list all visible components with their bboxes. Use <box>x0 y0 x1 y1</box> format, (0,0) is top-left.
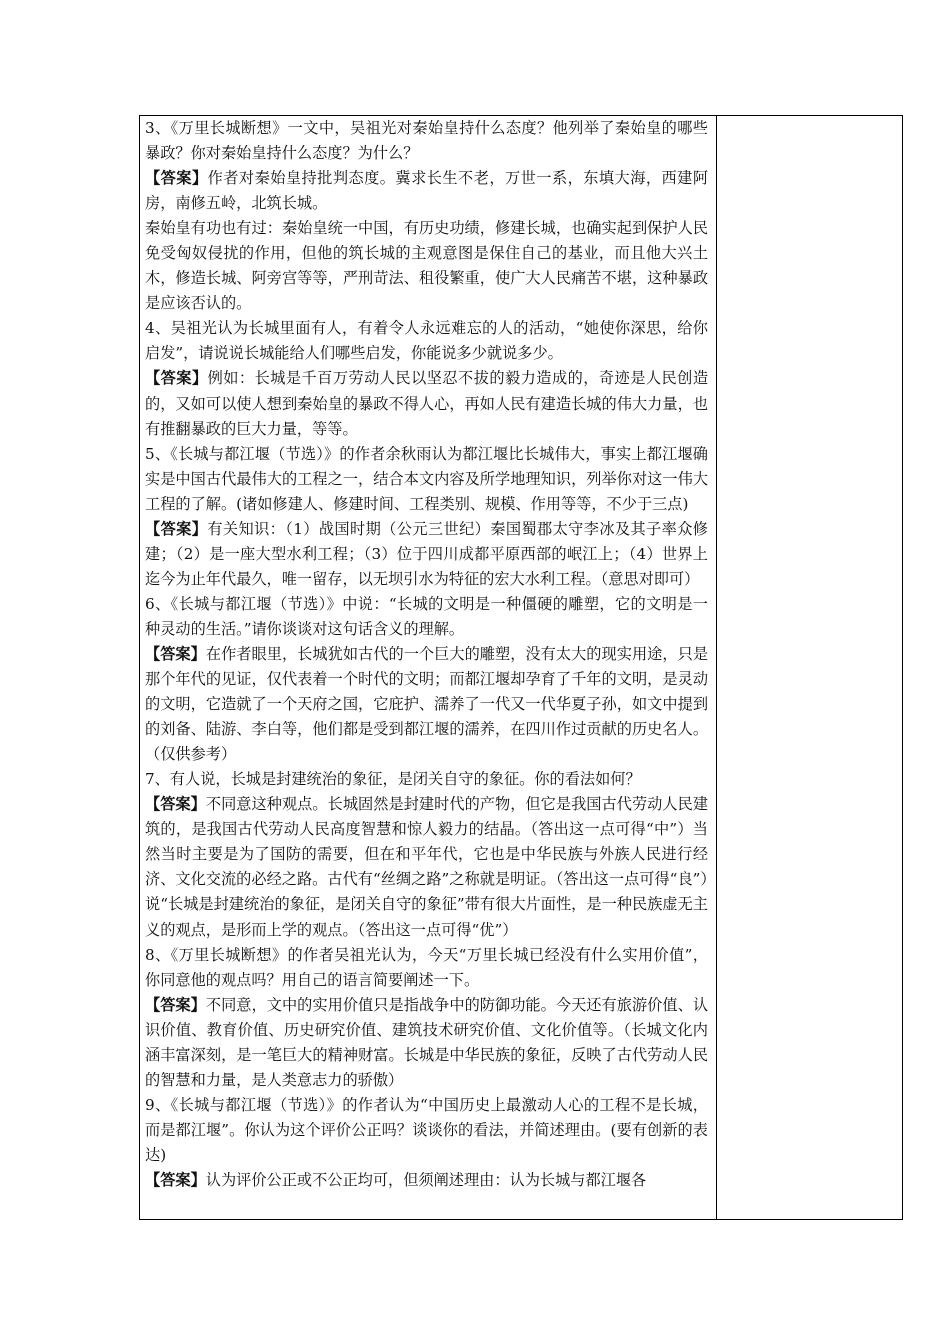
answer-tag: 【答案】 <box>145 795 206 814</box>
table-row <box>140 116 903 1220</box>
answer-tag: 【答案】 <box>145 1170 206 1189</box>
question-6: 6、《长城与都江堰（节选）》中说：“长城的文明是一种僵硬的雕塑，它的文明是一种灵动的生活。”请你谈谈对这句话含义的理解。 <box>145 594 708 638</box>
answer-5: 【答案】有关知识：（1）战国时期（公元三世纪）秦国蜀郡太守李冰及其子率众修建；（2）是一座大型水利工程；（3）位于四川成都平原西部的岷江上；（4）世界上迄今为止年代最久，唯一留存，以无坝引水为特征的宏大水利工程。（意思对即可） <box>145 519 708 588</box>
answer-tag: 【答案】 <box>145 369 208 388</box>
answer-tag: 【答案】 <box>145 644 206 663</box>
answer-tag: 【答案】 <box>145 995 206 1014</box>
answer-3-continued: 秦始皇有功也有过：秦始皇统一中国，有历史功绩，修建长城，也确实起到保护人民免受匈奴侵扰的作用，但他的筑长城的主观意图是保住自己的基业，而且他大兴土木，修造长城、阿旁宫等等，严刑苛法、租役繁重，使广大人民痛苦不堪，这种暴政是应该否认的。 <box>145 219 708 313</box>
question-8: 8、《万里长城断想》的作者吴祖光认为，今天“万里长城已经没有什么实用价值”，你同意他的观点吗？用自己的语言简要阐述一下。 <box>145 945 708 989</box>
answer-6: 【答案】在作者眼里，长城犹如古代的一个巨大的雕塑，没有太大的现实用途，只是那个年代的见证，仅代表着一个时代的文明；而都江堰却孕育了千年的文明，是灵动的文明，它造就了一个天府之国，它庇护、濡养了一代又一代华夏子孙，如文中提到的刘备、陆游、李白等，他们都是受到都江堰的濡养，在四川作过贡献的历史名人。（仅供参考） <box>145 644 709 764</box>
questions-cell <box>140 116 717 1220</box>
answer-8: 【答案】不同意，文中的实用价值只是指战争中的防御功能。今天还有旅游价值、认识价值、教育价值、历史研究价值、建筑技术研究价值、文化价值等。（长城文化内涵丰富深刻，是一笔巨大的精神财富。长城是中华民族的象征，反映了古代劳动人民的智慧和力量，是人类意志力的骄傲） <box>145 995 709 1089</box>
question-3: 3、《万里长城断想》一文中，吴祖光对秦始皇持什么态度？他列举了秦始皇的哪些暴政？你对秦始皇持什么态度？为什么？ <box>145 119 708 163</box>
question-9: 9、《长城与都江堰（节选）》的作者认为“中国历史上最激动人心的工程不是长城，而是都江堰”。你认为这个评价公正吗？谈谈你的看法，并简述理由。(要有创新的表达) <box>145 1095 708 1164</box>
answer-tag: 【答案】 <box>145 519 208 538</box>
content-table <box>139 115 903 1220</box>
question-answer-list <box>140 116 716 1218</box>
answer-4: 【答案】例如：长城是千百万劳动人民以坚忍不拔的毅力造成的，奇迹是人民创造的，又如可以使人想到秦始皇的暴政不得人心，再如人民有建造长城的伟大力量，也有推翻暴政的巨大力量，等等。 <box>145 369 709 438</box>
answer-7: 【答案】不同意这种观点。长城固然是封建时代的产物，但它是我国古代劳动人民建筑的，是我国古代劳动人民高度智慧和惊人毅力的结晶。（答出这一点可得“中”）当然当时主要是为了国防的需要，但在和平年代，它也是中华民族与外族人民进行经济、文化交流的必经之路。古代有“丝绸之路”之称就是明证。（答出这一点可得“良”）说“长城是封建统治的象征，是闭关自守的象征”带有很大片面性，是一种民族虚无主义的观点，是形而上学的观点。（答出这一点可得“优”） <box>145 795 709 939</box>
notes-cell <box>717 116 903 1220</box>
answer-3: 【答案】作者对秦始皇持批判态度。冀求长生不老，万世一系，东填大海，西建阿房，南修五岭，北筑长城。 <box>145 169 709 213</box>
question-4: 4、吴祖光认为长城里面有人，有着令人永远难忘的人的活动，“她使你深思，给你启发”，请说说长城能给人们哪些启发，你能说多少就说多少。 <box>145 319 708 363</box>
answer-9: 【答案】认为评价公正或不公正均可，但须阐述理由：认为长城与都江堰各 <box>145 1170 647 1189</box>
answer-tag: 【答案】 <box>145 169 208 188</box>
question-7: 7、有人说，长城是封建统治的象征，是闭关自守的象征。你的看法如何？ <box>145 770 641 789</box>
question-5: 5、《长城与都江堰（节选）》的作者余秋雨认为都江堰比长城伟大，事实上都江堰确实是中国古代最伟大的工程之一，结合本文内容及所学地理知识，列举你对这一伟大工程的了解。(诸如修建人、修建时间、工程类别、规模、作用等等，不少于三点) <box>145 444 708 513</box>
